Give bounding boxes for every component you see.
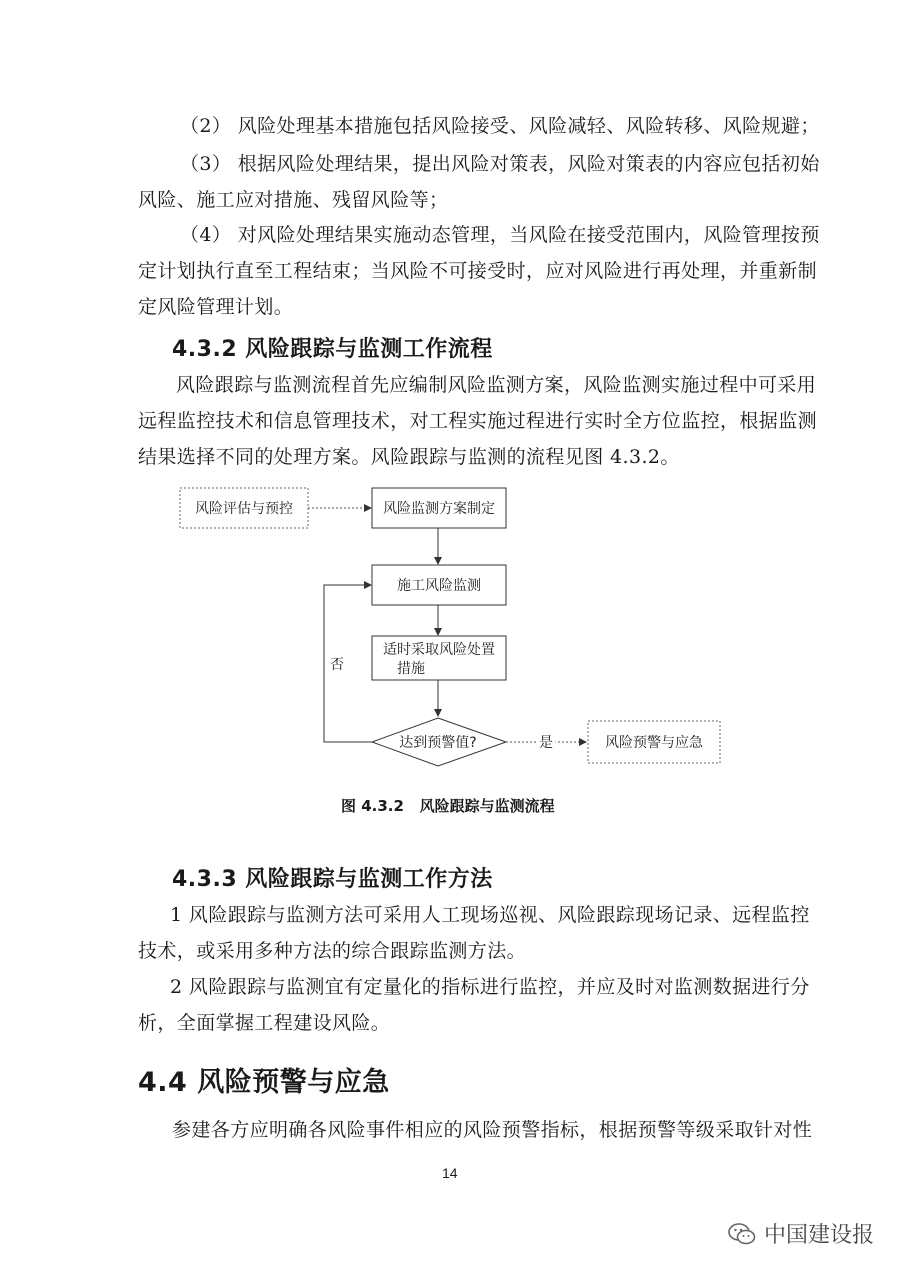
section-4-4-heading: 4.4 风险预警与应急 [138, 1067, 390, 1098]
node-monitoring-plan [372, 488, 506, 528]
item-2-text: （2） 风险处理基本措施包括风险接受、风险减轻、风险转移、风险规避； [180, 115, 820, 137]
node-construction-monitoring-label: 施工风险监测 [397, 578, 481, 594]
label-yes: 是 [539, 735, 553, 751]
section-4-3-3-p1-line-1: 1 风险跟踪与监测方法可采用人工现场巡视、风险跟踪现场记录、远程监控 [170, 904, 810, 926]
item-3-line-1: （3） 根据风险处理结果，提出风险对策表，风险对策表的内容应包括初始 [180, 153, 820, 175]
section-4-3-3-heading: 4.3.3 风险跟踪与监测工作方法 [172, 867, 493, 892]
item-3 [138, 146, 820, 218]
section-4-3-2-line-1: 风险跟踪与监测流程首先应编制风险监测方案，风险监测实施过程中可采用 [176, 374, 817, 396]
section-4-3-3-body [138, 897, 810, 1041]
node-risk-assessment-label: 风险评估与预控 [195, 501, 293, 517]
node-risk-measures-label-1: 适时采取风险处置 [383, 642, 495, 658]
section-4-3-3-p1-line-2: 技术，或采用多种方法的综合跟踪监测方法。 [138, 940, 527, 962]
watermark-text: 中国建设报 [764, 1223, 875, 1248]
node-construction-monitoring [372, 565, 506, 605]
section-4-3-3-p2-line-1: 2 风险跟踪与监测宜有定量化的指标进行监控，并应及时对监测数据进行分 [170, 976, 810, 998]
node-warning-emergency [588, 721, 720, 763]
item-4-line-3: 定风险管理计划。 [138, 296, 294, 318]
node-warning-emergency-label: 风险预警与应急 [605, 735, 703, 751]
item-4-line-2: 定计划执行直至工程结束；当风险不可接受时，应对风险进行再处理，并重新制 [138, 260, 818, 282]
section-4-3-3-p2-line-2: 析，全面掌握工程建设风险。 [138, 1012, 391, 1034]
item-4-line-1: （4） 对风险处理结果实施动态管理，当风险在接受范围内，风险管理按预 [180, 224, 820, 246]
section-4-3-2-line-3: 结果选择不同的处理方案。风险跟踪与监测的流程见图 4.3.2。 [138, 446, 680, 468]
section-4-3-2-line-2: 远程监控技术和信息管理技术，对工程实施过程进行实时全方位监控，根据监测 [138, 410, 818, 432]
section-4-4-body [138, 1112, 812, 1148]
section-4-3-2-body [138, 367, 817, 475]
page-number: 14 [442, 1165, 458, 1181]
decision-warning-threshold [372, 718, 506, 766]
section-4-3-2-heading: 4.3.2 风险跟踪与监测工作流程 [172, 337, 493, 362]
node-risk-assessment [180, 488, 308, 528]
watermark [728, 1218, 874, 1249]
wechat-icon [728, 1222, 756, 1246]
figure-caption: 图 4.3.2 风险跟踪与监测流程 [341, 797, 555, 815]
node-risk-measures-label-2: 措施 [397, 661, 425, 677]
item-2 [180, 108, 820, 144]
item-3-line-2: 风险、施工应对措施、残留风险等； [138, 189, 449, 211]
node-monitoring-plan-label: 风险监测方案制定 [383, 501, 495, 517]
label-no: 否 [330, 657, 344, 673]
node-risk-measures [372, 636, 506, 680]
decision-warning-threshold-label: 达到预警值? [399, 735, 477, 751]
item-4 [138, 217, 820, 325]
section-4-4-line-1: 参建各方应明确各风险事件相应的风险预警指标，根据预警等级采取针对性 [172, 1119, 813, 1141]
flowchart [170, 478, 730, 778]
